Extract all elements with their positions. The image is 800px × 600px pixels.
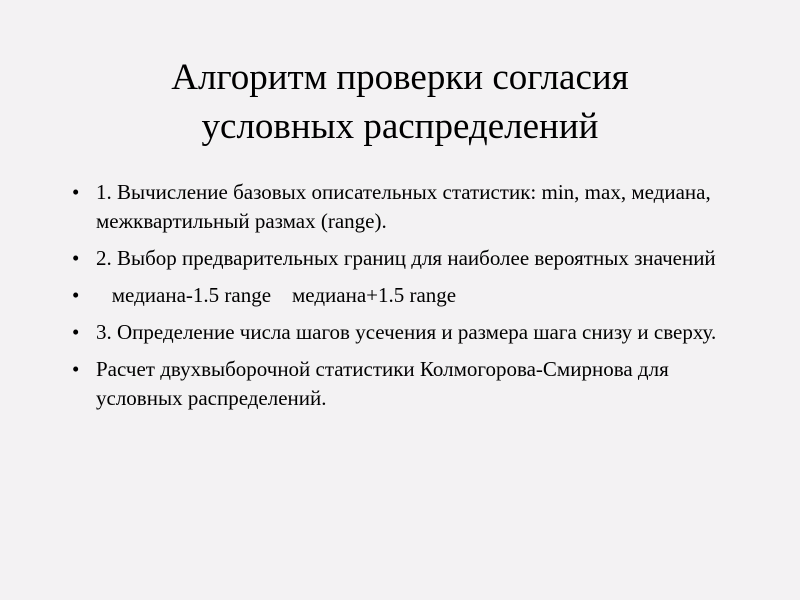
slide-title-line-2: условных распределений [201, 106, 599, 147]
bullet-icon: • [72, 246, 80, 270]
bullet-item-5 [72, 355, 752, 413]
bullet-text-1: 1. Вычисление базовых описательных статистик: min, max, медиана, межквартильный размах (range). [96, 180, 711, 233]
bullet-text-3: медиана-1.5 range медиана+1.5 range [96, 283, 457, 307]
slide-title [60, 53, 740, 151]
bullet-icon: • [72, 283, 80, 307]
bullet-text-5: Расчет двухвыборочной статистики Колмогорова-Смирнова для условных распределений. [96, 357, 669, 410]
bullet-item-1 [72, 178, 752, 236]
bullet-text-4: 3. Определение числа шагов усечения и размера шага снизу и сверху. [96, 320, 717, 344]
bullet-icon: • [72, 357, 80, 381]
bullet-item-4 [72, 318, 752, 347]
bullet-list [72, 178, 752, 421]
bullet-icon: • [72, 320, 80, 344]
bullet-icon: • [72, 180, 80, 204]
slide-title-line-1: Алгоритм проверки согласия [171, 57, 629, 98]
bullet-item-3 [72, 281, 752, 310]
bullet-text-2: 2. Выбор предварительных границ для наиболее вероятных значений [96, 246, 716, 270]
bullet-item-2 [72, 244, 752, 273]
